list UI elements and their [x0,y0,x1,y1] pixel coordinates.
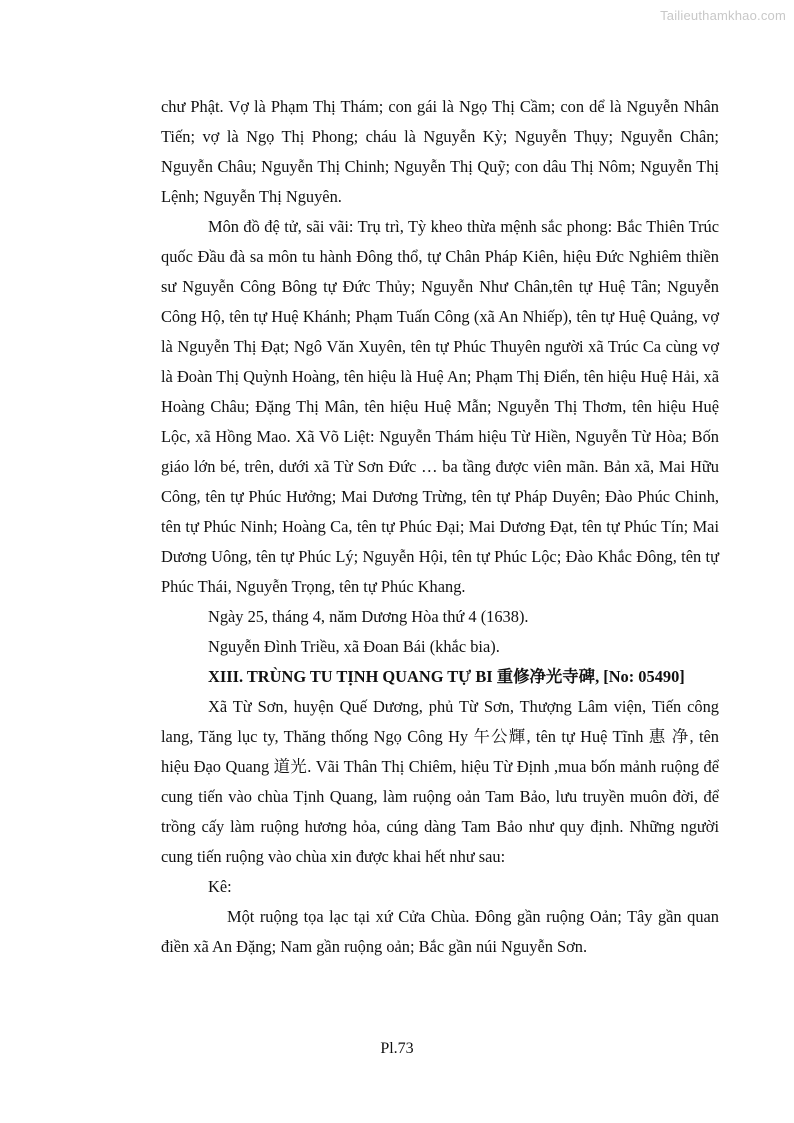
paragraph-continuation: chư Phật. Vợ là Phạm Thị Thám; con gái là Ngọ Thị Cầm; con dể là Nguyễn Nhân Tiến; vợ là Ngọ Thị Phong; cháu là Nguyễn Kỳ; Nguyễn Thụy; Nguyễn Chân; Nguyễn Châu; Nguyễn Thị Chinh; Nguyễn Thị Quỹ; con dâu Thị Nôm; Nguyễn Thị Lệnh; Nguyễn Thị Nguyên. [161,97,719,206]
paragraph-engraver: Nguyễn Đình Triều, xã Đoan Bái (khắc bia). [208,637,500,656]
paragraph-field-location: Một ruộng tọa lạc tại xứ Cửa Chùa. Đông gần ruộng Oản; Tây gần quan điền xã An Đặng; Nam gần ruộng oản; Bắc gần núi Nguyễn Sơn. [161,907,719,956]
paragraph-section-intro: Xã Từ Sơn, huyện Quế Dương, phủ Từ Sơn, Thượng Lâm viện, Tiến công lang, Tăng lục ty, Thăng thống Ngọ Công Hy 午公輝, tên tự Huệ Tĩnh 惠 净, tên hiệu Đạo Quang 道光. Vãi Thân Thị Chiêm, hiệu Từ Định ,mua bốn mảnh ruộng để cung tiến vào chùa Tịnh Quang, làm ruộng oản Tam Bảo, lưu truyền muôn đời, để trồng cấy làm ruộng hương hỏa, cúng dàng Tam Bảo như quy định. Những người cung tiến ruộng vào chùa xin được khai hết như sau: [161,697,719,866]
document-body [161,92,719,962]
page-number: Pl.73 [380,1040,414,1057]
paragraph-ke: Kê: [208,877,232,896]
section-heading: XIII. TRÙNG TU TỊNH QUANG TỰ BI 重修净光寺碑, [No: 05490] [208,667,685,686]
paragraph-date: Ngày 25, tháng 4, năm Dương Hòa thứ 4 (1638). [208,607,529,626]
paragraph-disciples: Môn đồ đệ tử, sãi vãi: Trụ trì, Tỳ kheo thừa mệnh sắc phong: Bắc Thiên Trúc quốc Đầu đà sa môn tu hành Đông thổ, tự Chân Pháp Kiên, hiệu Đức Nghiêm thiền sư Nguyễn Công Bông tự Đức Thủy; Nguyễn Như Chân,tên tự Huệ Tân; Nguyễn Công Hộ, tên tự Huệ Khánh; Phạm Tuấn Công (xã An Nhiếp), tên tự Huệ Quảng, vợ là Nguyễn Thị Đạt; Ngô Văn Xuyên, tên tự Phúc Thuyên người xã Trúc Ca cùng vợ là Đoàn Thị Quỳnh Hoàng, tên hiệu là Huệ An; Phạm Thị Điển, tên hiệu Huệ Hải, xã Hoàng Châu; Đặng Thị Mân, tên hiệu Huệ Mẫn; Nguyễn Thị Thơm, tên hiệu Huệ Lộc, xã Hồng Mao. Xã Võ Liệt: Nguyễn Thám hiệu Từ Hiền, Nguyễn Từ Hòa; Bốn giáo lớn bé, trên, dưới xã Từ Sơn Đức … ba tầng được viên mãn. Bản xã, Mai Hữu Công, tên tự Phúc Hưởng; Mai Dương Trừng, tên tự Pháp Duyên; Đào Phúc Chinh, tên tự Phúc Ninh; Hoàng Ca, tên tự Phúc Đại; Mai Dương Đạt, tên tự Phúc Tín; Mai Dương Uông, tên tự Phúc Lý; Nguyễn Hội, tên tự Phúc Lộc; Đào Khắc Đông, tên tự Phúc Thái, Nguyễn Trọng, tên tự Phúc Khang. [161,217,719,596]
watermark: Tailieuthamkhao.com [660,8,786,23]
